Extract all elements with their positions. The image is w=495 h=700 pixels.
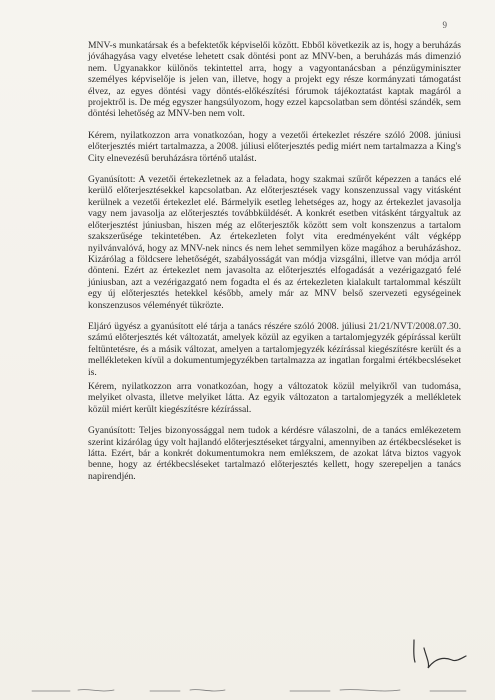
document-body	[88, 40, 461, 492]
paragraph-4-prosecutor: Eljáró ügyész a gyanúsított elé tárja a tanács részére szóló 2008. júliusi 21/21/NVT/2008.07.30. számú előterjesztés két változatát, amelyek közül az egyiken a tartalomjegyzék gépírással került feltüntetésre, és a másik változat, amelyen a tartalomjegyzék kézírással kiegészítésre került és a mellékleteken kívül a dokumentumjegyzékben tartalmazza az ingatlan forgalmi értékbecsléseket is.	[88, 320, 461, 378]
paragraph-2-question: Kérem, nyilatkozzon arra vonatkozóan, hogy a vezetői értekezlet részére szóló 2008. júniusi előterjesztés miért tartalmazza, a 2008. júliusi előterjesztés pedig miért nem tartalmazza a King's City elnevezésű beruházásra történő utalást.	[88, 129, 461, 164]
paragraph-3-answer: Gyanúsított: A vezetői értekezletnek az a feladata, hogy szakmai szűrőt képezzen a tanács elé kerülő előterjesztésekkel kapcsolatban. Az előterjesztések vagy konszenzussal vagy vitásként kerülnek a vezetői értekezlet elé. Bármelyik esetleg lehetséges az, hogy az értekezlet javasolja vagy nem javasolja az előterjesztés továbbküldését. A konkrét esetben vitásként tárgyaltuk az előterjesztést júniusban, hiszen még az előterjesztők között sem volt konszenzus a tartalom szakszerűsége tekintetében. Az értekezleten folyt vita eredményeként vált végképp nyilvánvalóvá, hogy az MNV-nek nincs és nem lehet semmilyen köze magához a beruházáshoz. Kizárólag a földcsere lehetőségét, szabályosságát van módja vizsgálni, illetve van módja arról dönteni. Ezért az értekezlet nem javasolta az előterjesztés elfogadását a vezérigazgató felé júniusban, azt a vezérigazgató nem fogadta el és az értekezleten kialakult tartalommal készült egy új előterjesztés hetekkel később, amely már az MNV belső szervezeti egységeinek konszenzusos véleményét tükrözte.	[88, 174, 461, 311]
page-number: 9	[442, 20, 447, 30]
paragraph-1: MNV-s munkatársak és a befektetők képviselői között. Ebből következik az is, hogy a beruházás jóváhagyása vagy elvetése lehetett csak döntési pont az MNV-ben, a beruházás más dimenzió nem. Ugyanakkor különös tekintettel arra, hogy a vagyontanácsban a pénzügyminiszter személyes képviselője is jelen van, illetve, hogy a projekt egy része kormányzati támogatást élvez, az egyes döntési vagy döntés-előkészítési fórumok tájékoztatást kaptak magáról a projektről is. De még egyszer hangsúlyozom, hogy ezzel kapcsolatban sem döntési szándék, sem döntési lehetőség az MNV-ben nem volt.	[88, 40, 461, 120]
paragraph-5-question: Kérem, nyilatkozzon arra vonatkozóan, hogy a változatok közül melyikről van tudomása, melyiket olvasta, illetve melyiket látta. Az egyik változaton a tartalomjegyzék a mellékletek közül miért került kiegészítésre kézírással.	[88, 380, 461, 415]
handwritten-signature	[408, 634, 468, 674]
paragraph-6-answer: Gyanúsított: Teljes bizonyossággal nem tudok a kérdésre válaszolni, de a tanács emlékezetem szerint kizárólag úgy volt hajlandó előterjesztéseket tárgyalni, amennyiben az értékbecsléseket is látta. Ezért, bár a konkrét dokumentumokra nem emlékszem, de azokat látva biztos vagyok benne, hogy az értékbecsléseket tartalmazó előterjesztés kellett, hogy szerepeljen a tanács napirendjén.	[88, 425, 461, 482]
footer-scribble-marks	[30, 682, 470, 696]
